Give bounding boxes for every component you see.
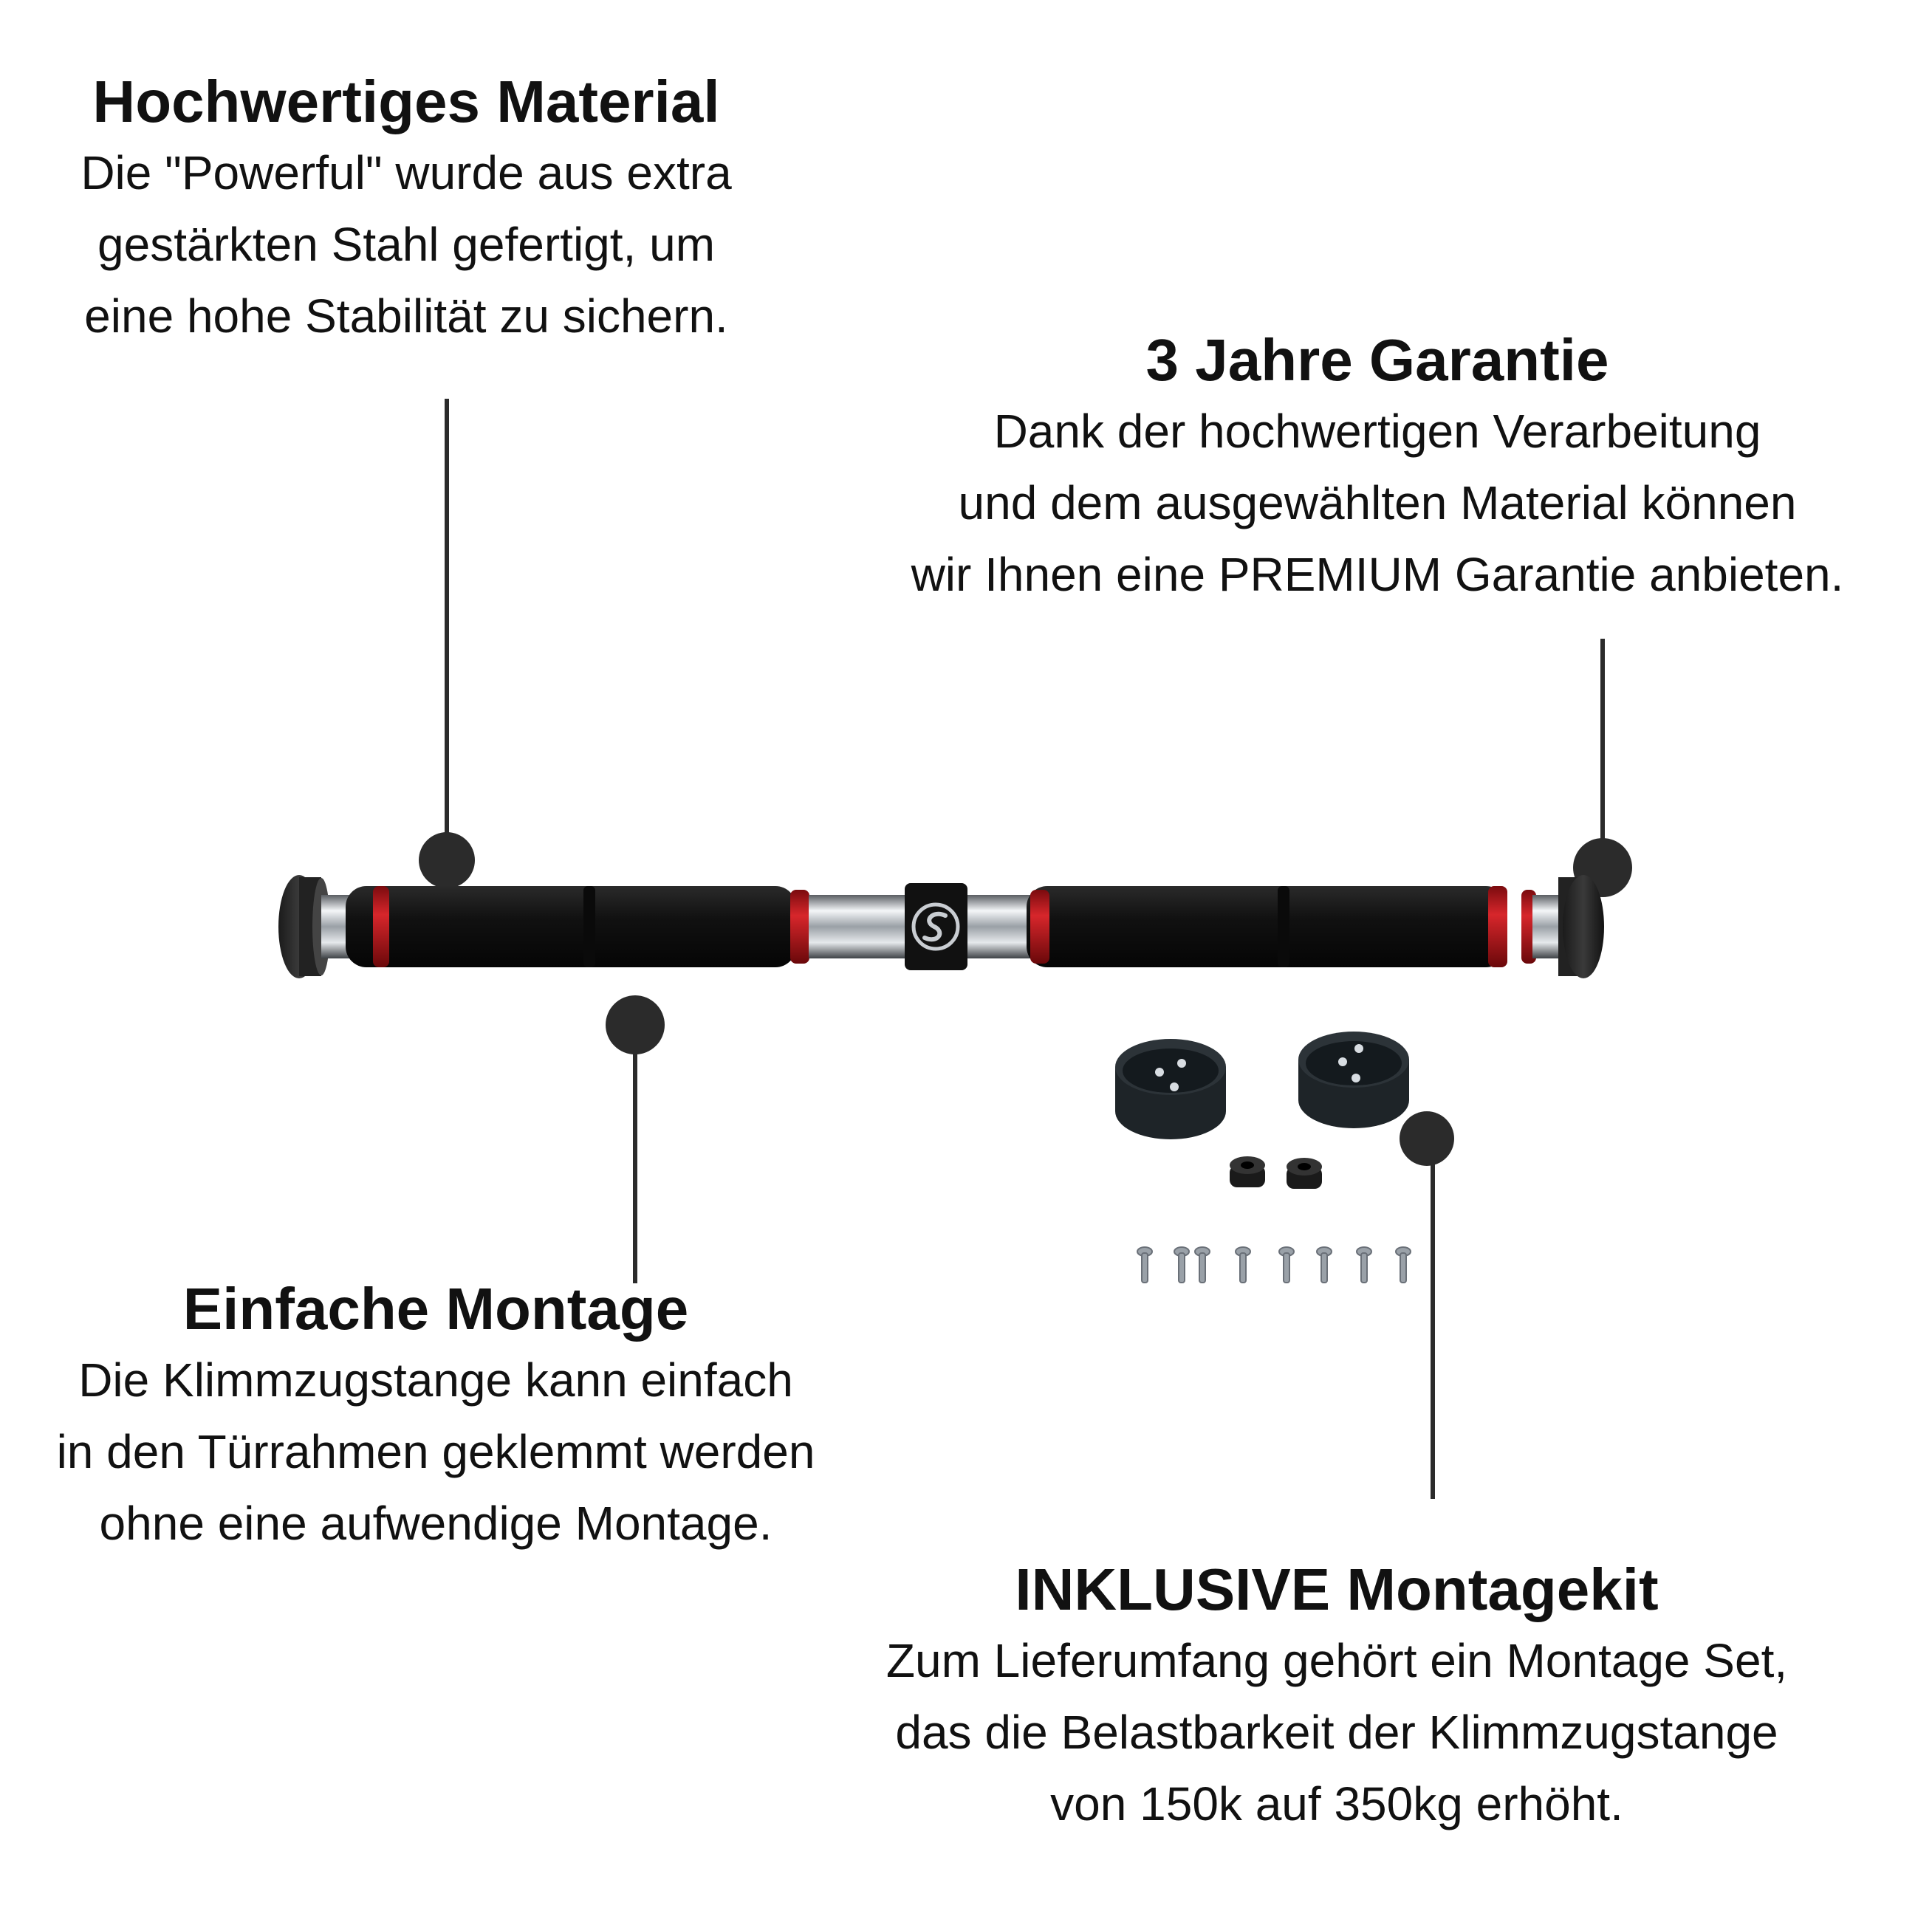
mounting-cup bbox=[1298, 1032, 1409, 1128]
screw bbox=[1279, 1247, 1294, 1283]
feature-kit-heading: INKLUSIVE Montagekit bbox=[1015, 1557, 1659, 1622]
feature-montage-line-3: ohne eine aufwendige Montage. bbox=[99, 1497, 773, 1550]
screw bbox=[1174, 1247, 1189, 1283]
feature-kit-line-1: Zum Lieferumfang gehört ein Montage Set, bbox=[886, 1634, 1788, 1687]
mounting-cup bbox=[1115, 1039, 1226, 1139]
screw bbox=[1317, 1247, 1332, 1283]
screw bbox=[1195, 1247, 1210, 1283]
screw bbox=[1396, 1247, 1411, 1283]
right-chrome-collar bbox=[1532, 895, 1562, 958]
feature-material-line-3: eine hohe Stabilität zu sichern. bbox=[84, 289, 728, 343]
callout-kit bbox=[1400, 1111, 1454, 1499]
feature-material-line-1: Die "Powerful" wurde aus extra bbox=[80, 146, 732, 199]
rubber-pad bbox=[1287, 1158, 1322, 1189]
screw bbox=[1236, 1247, 1250, 1283]
callout-montage bbox=[606, 995, 665, 1283]
feature-material-heading: Hochwertiges Material bbox=[92, 69, 720, 134]
feature-kit-line-3: von 150k auf 350kg erhöht. bbox=[1050, 1777, 1623, 1830]
screw bbox=[1137, 1247, 1152, 1283]
callout-garantie bbox=[1573, 639, 1632, 897]
feature-garantie-line-1: Dank der hochwertigen Verarbeitung bbox=[993, 405, 1761, 458]
rubber-pad bbox=[1230, 1156, 1265, 1187]
left-foam-grip bbox=[346, 886, 796, 967]
red-ring bbox=[373, 886, 389, 967]
callout-material bbox=[419, 399, 475, 888]
feature-kit-line-2: das die Belastbarkeit der Klimmzugstange bbox=[895, 1706, 1778, 1759]
feature-montage-heading: Einfache Montage bbox=[182, 1276, 689, 1342]
right-foam-grip bbox=[1027, 886, 1507, 967]
right-end-cap bbox=[1563, 875, 1604, 978]
pullup-bar bbox=[278, 875, 1604, 978]
screw bbox=[1357, 1247, 1371, 1283]
feature-garantie-heading: 3 Jahre Garantie bbox=[1145, 327, 1609, 393]
left-chrome-collar bbox=[321, 895, 349, 958]
red-ring bbox=[790, 890, 809, 964]
feature-garantie-line-3: wir Ihnen eine PREMIUM Garantie anbieten. bbox=[911, 548, 1844, 601]
mounting-kit bbox=[1115, 1032, 1411, 1283]
red-ring bbox=[1488, 886, 1507, 967]
feature-garantie-line-2: und dem ausgewählten Material können bbox=[958, 476, 1797, 529]
red-ring bbox=[1030, 890, 1049, 964]
feature-material-line-2: gestärkten Stahl gefertigt, um bbox=[97, 218, 715, 271]
feature-montage-line-2: in den Türrahmen geklemmt werden bbox=[56, 1425, 815, 1478]
feature-montage-line-1: Die Klimmzugstange kann einfach bbox=[78, 1353, 793, 1407]
